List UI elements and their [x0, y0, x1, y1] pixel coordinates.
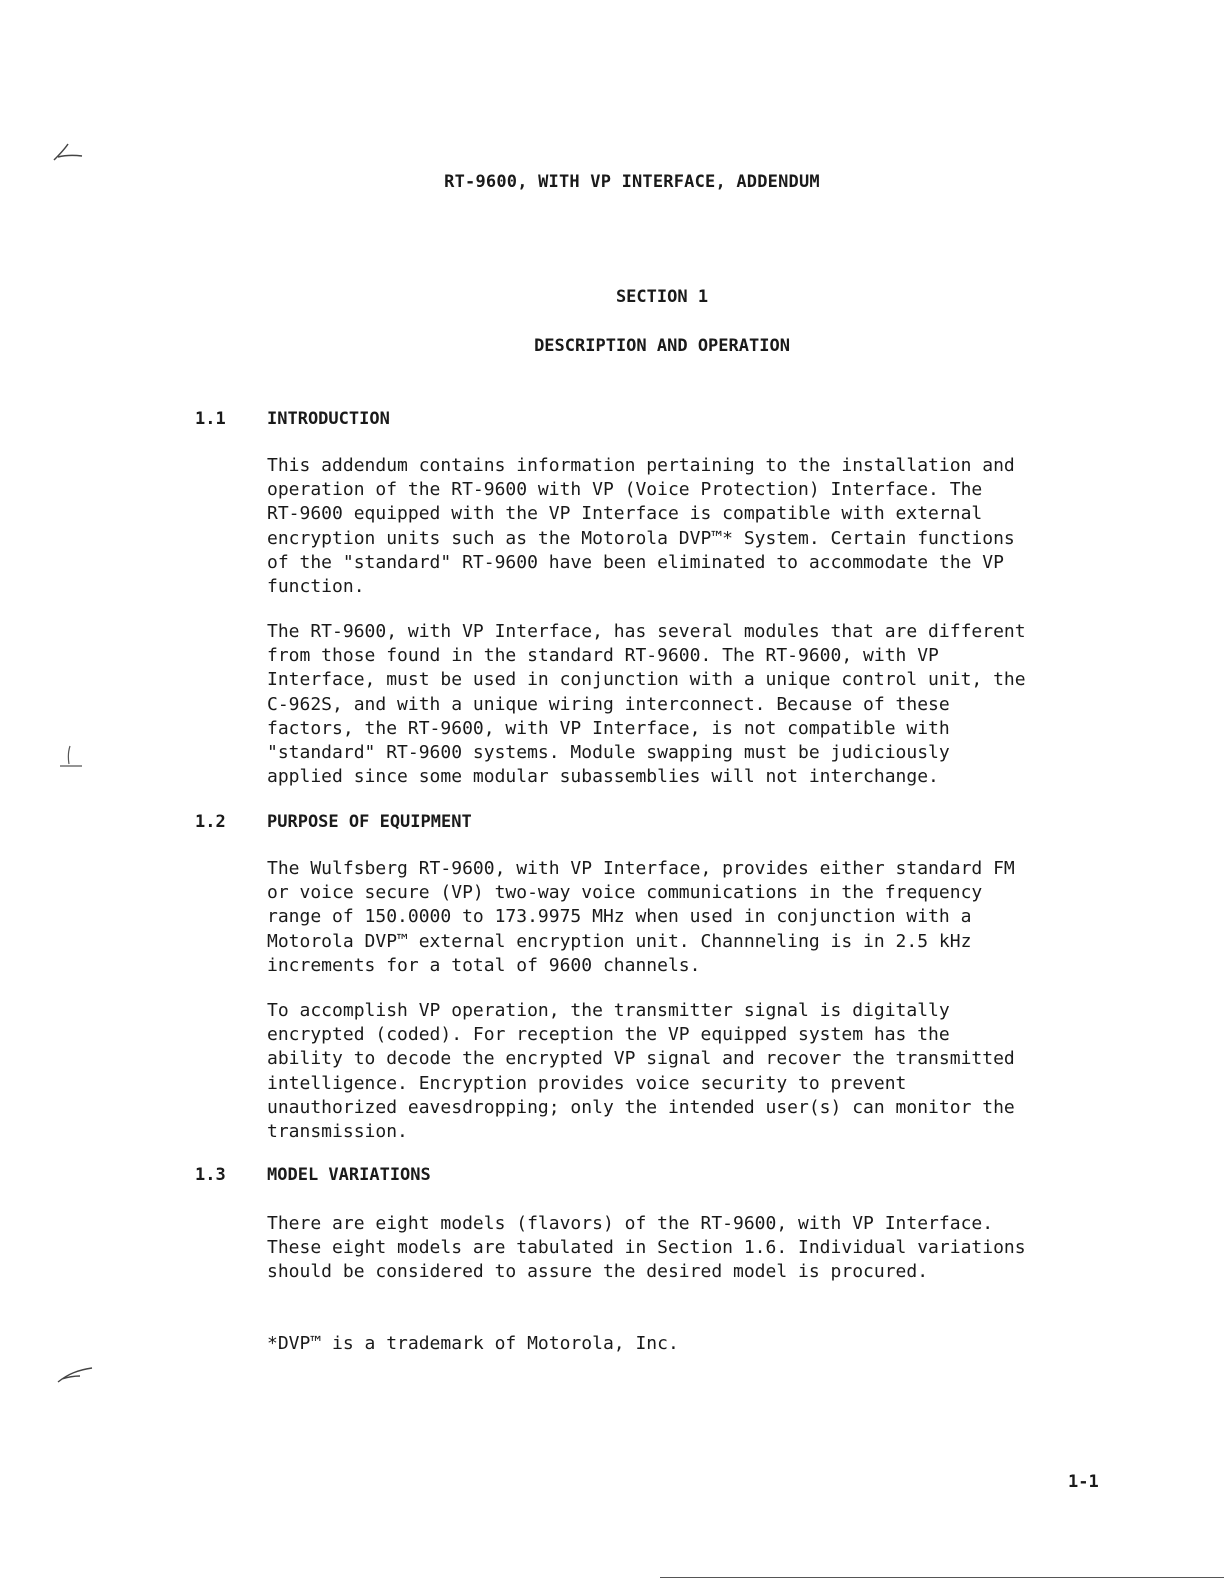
paragraph-line: applied since some modular subassemblies will not interchange.: [267, 766, 939, 788]
paragraph-line: or voice secure (VP) two-way voice communications in the frequency: [267, 882, 983, 904]
section-name: DESCRIPTION AND OPERATION: [534, 336, 790, 356]
paragraph-line: factors, the RT-9600, with VP Interface, is not compatible with: [267, 717, 950, 739]
paragraph-line: Motorola DVP™ external encryption unit. Channneling is in 2.5 kHz: [267, 930, 972, 952]
paragraph-line: The RT-9600, with VP Interface, has several modules that are different: [267, 621, 1026, 642]
footnote: *DVP™ is a trademark of Motorola, Inc.: [267, 1333, 679, 1354]
paragraph-line: This addendum contains information pertaining to the installation and: [267, 455, 1015, 476]
paragraph-line: transmission.: [267, 1121, 408, 1143]
divider: [660, 1577, 1224, 1578]
section-heading-title: MODEL VARIATIONS: [267, 1165, 431, 1185]
section-number: SECTION 1: [615, 287, 709, 307]
section-heading-number: 1.3: [195, 1165, 226, 1185]
margin-mark-icon: [56, 742, 86, 772]
paragraph-line: intelligence. Encryption provides voice security to prevent: [267, 1072, 907, 1094]
paragraph-line: function.: [267, 576, 365, 598]
paragraph-line: encrypted (coded). For reception the VP equipped system has the: [267, 1024, 950, 1046]
paragraph: [267, 999, 1117, 1144]
paragraph: [267, 857, 1117, 978]
section-heading-title: PURPOSE OF EQUIPMENT: [267, 812, 472, 832]
paragraph-line: increments for a total of 9600 channels.: [267, 954, 701, 976]
section-heading-number: 1.1: [195, 409, 226, 429]
paragraph-line: C-962S, and with a unique wiring interconnect. Because of these: [267, 693, 950, 715]
section-heading-introduction: [195, 409, 390, 429]
section-heading-model-variations: [195, 1165, 431, 1185]
document-title: RT-9600, WITH VP INTERFACE, ADDENDUM: [444, 172, 820, 192]
section-heading-number: 1.2: [195, 812, 226, 832]
paragraph: [267, 454, 1117, 599]
paragraph-line: of the "standard" RT-9600 have been eliminated to accommodate the VP: [267, 551, 1004, 573]
paragraph: [267, 1212, 1117, 1285]
section-heading-purpose: [195, 812, 472, 832]
paragraph-line: There are eight models (flavors) of the RT-9600, with VP Interface.: [267, 1213, 994, 1234]
paragraph-line: The Wulfsberg RT-9600, with VP Interface, provides either standard FM: [267, 858, 1015, 879]
paragraph-line: These eight models are tabulated in Section 1.6. Individual variations: [267, 1237, 1026, 1259]
paragraph-line: Interface, must be used in conjunction with a unique control unit, the: [267, 669, 1026, 691]
paragraph-line: To accomplish VP operation, the transmitter signal is digitally: [267, 1000, 950, 1021]
margin-mark-icon: [50, 140, 86, 164]
paragraph-line: should be considered to assure the desired model is procured.: [267, 1261, 929, 1283]
page-number: 1-1: [1068, 1472, 1099, 1492]
paragraph-line: ability to decode the encrypted VP signal and recover the transmitted: [267, 1048, 1015, 1070]
paragraph-line: operation of the RT-9600 with VP (Voice Protection) Interface. The: [267, 479, 983, 501]
paragraph-line: unauthorized eavesdropping; only the intended user(s) can monitor the: [267, 1096, 1015, 1118]
margin-mark-icon: [56, 1364, 96, 1388]
section-heading-title: INTRODUCTION: [267, 409, 390, 429]
paragraph-line: from those found in the standard RT-9600. The RT-9600, with VP: [267, 645, 939, 667]
paragraph-line: "standard" RT-9600 systems. Module swapping must be judiciously: [267, 742, 950, 764]
paragraph: [267, 620, 1117, 789]
paragraph-line: encryption units such as the Motorola DVP™* System. Certain functions: [267, 527, 1015, 549]
paragraph-line: RT-9600 equipped with the VP Interface is compatible with external: [267, 503, 983, 525]
paragraph-line: range of 150.0000 to 173.9975 MHz when used in conjunction with a: [267, 906, 972, 928]
